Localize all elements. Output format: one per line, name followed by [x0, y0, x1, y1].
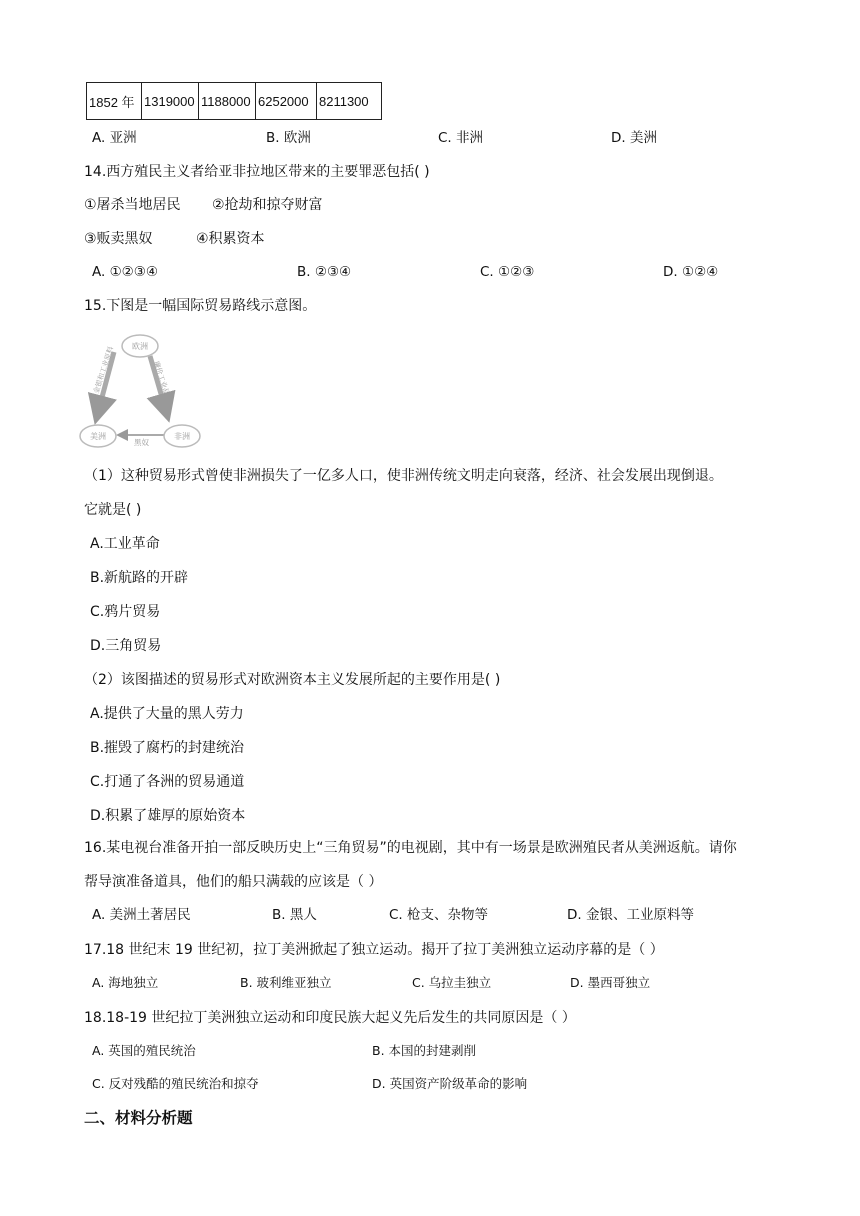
table-row: [87, 83, 382, 120]
q14-option-b: B. ②③④: [297, 264, 352, 280]
q16-option-d: D. 金银、工业原料等: [567, 907, 694, 923]
q18-option-d: D. 英国资产阶级革命的影响: [372, 1076, 528, 1091]
q18-option-b: B. 本国的封建剥削: [372, 1043, 477, 1058]
q13-option-b: B. 欧洲: [266, 130, 311, 146]
q15-sub1-option-d: D.三角贸易: [90, 638, 162, 654]
q16-option-c: C. 枪支、杂物等: [389, 907, 489, 923]
table-cell: 1852 年: [87, 83, 142, 120]
q14-option-c: C. ①②③: [480, 264, 535, 280]
q16-stem-line2: 帮导演准备道具，他们的船只满载的应该是（ ）: [84, 874, 383, 890]
q14-item-3: ③贩卖黑奴: [84, 231, 153, 247]
section-heading: 二、材料分析题: [84, 1109, 193, 1127]
q15-sub1-option-a: A.工业革命: [90, 536, 160, 552]
q14-item-1: ①屠杀当地居民: [84, 197, 181, 213]
q13-option-a: A. 亚洲: [92, 130, 137, 146]
node-europe-label: 欧洲: [132, 342, 148, 351]
q15-stem: 15.下图是一幅国际贸易路线示意图。: [84, 298, 317, 314]
q15-sub2-option-a: A.提供了大量的黑人劳力: [90, 706, 244, 722]
table-cell: 1188000: [199, 83, 256, 120]
q15-sub1-option-c: C.鸦片贸易: [90, 604, 161, 620]
table-cell: 1319000: [142, 83, 199, 120]
q17-stem: 17.18 世纪末 19 世纪初，拉丁美洲掀起了独立运动。揭开了拉丁美洲独立运动序幕的是（ ）: [84, 942, 664, 958]
q16-option-a: A. 美洲土著居民: [92, 907, 191, 923]
q16-stem-line1: 16.某电视台准备开拍一部反映历史上“三角贸易”的电视剧，其中有一场景是欧洲殖民者从美洲返航。请你: [84, 840, 737, 856]
q15-sub2-option-b: B.摧毁了腐朽的封建统治: [90, 740, 245, 756]
q14-item-4: ④积累资本: [196, 231, 265, 247]
trade-route-diagram: [78, 332, 208, 452]
q13-option-c: C. 非洲: [438, 130, 484, 146]
q14-stem: 14.西方殖民主义者给亚非拉地区带来的主要罪恶包括( ): [84, 164, 430, 180]
q18-option-a: A. 英国的殖民统治: [92, 1043, 196, 1058]
q15-sub2-option-c: C.打通了各洲的贸易通道: [90, 774, 245, 790]
edge-right-label: 廉价工业品: [152, 360, 171, 396]
q18-stem: 18.18-19 世纪拉丁美洲独立运动和印度民族大起义先后发生的共同原因是（ ）: [84, 1010, 576, 1026]
q17-option-c: C. 乌拉圭独立: [412, 975, 492, 990]
edge-left-label: 金银和工业原料: [92, 345, 116, 395]
q15-sub2-stem: （2）该图描述的贸易形式对欧洲资本主义发展所起的主要作用是( ): [84, 672, 501, 688]
q15-sub1-line1: （1）这种贸易形式曾使非洲损失了一亿多人口，使非洲传统文明走向衰落，经济、社会发展出现倒退。: [84, 468, 723, 484]
q17-option-b: B. 玻利维亚独立: [240, 975, 332, 990]
table-cell: 8211300: [317, 83, 382, 120]
q18-option-c: C. 反对残酷的殖民统治和掠夺: [92, 1076, 259, 1091]
q15-sub1-line2: 它就是( ): [84, 502, 142, 518]
node-americas-label: 美洲: [90, 432, 106, 441]
q14-option-a: A. ①②③④: [92, 264, 158, 280]
q16-option-b: B. 黑人: [272, 907, 317, 923]
q13-option-d: D. 美洲: [611, 130, 657, 146]
q14-item-2: ②抢劫和掠夺财富: [212, 197, 323, 213]
edge-bottom-label: 黑奴: [134, 438, 149, 447]
q15-sub1-option-b: B.新航路的开辟: [90, 570, 189, 586]
q15-sub2-option-d: D.积累了雄厚的原始资本: [90, 808, 246, 824]
q14-option-d: D. ①②④: [663, 264, 719, 280]
q17-option-a: A. 海地独立: [92, 975, 159, 990]
table-cell: 6252000: [256, 83, 317, 120]
node-africa-label: 非洲: [174, 432, 190, 441]
data-table: [86, 82, 382, 120]
q17-option-d: D. 墨西哥独立: [570, 975, 651, 990]
